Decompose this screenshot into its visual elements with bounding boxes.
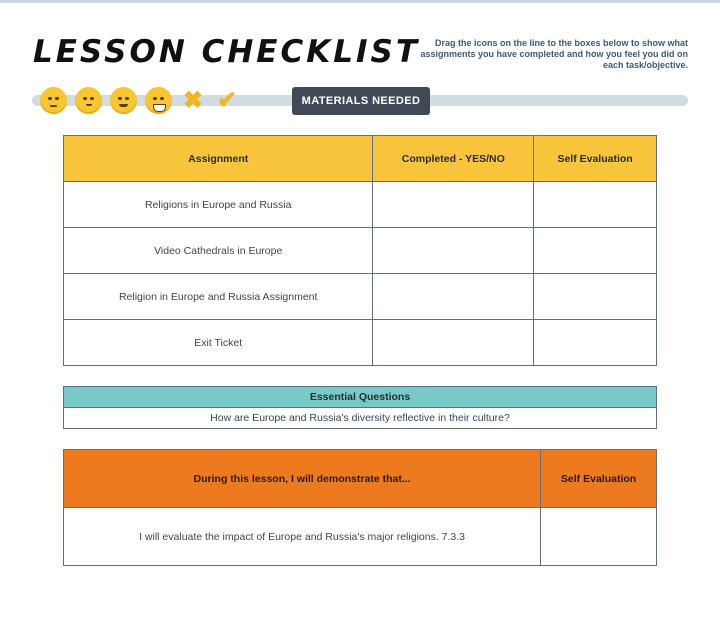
self-evaluation-cell[interactable]: [534, 274, 657, 320]
assignment-cell: Religions in Europe and Russia: [64, 182, 373, 228]
essential-questions-table: [63, 386, 657, 429]
table-row: [64, 320, 657, 366]
top-divider: [0, 0, 720, 3]
assignment-table: [63, 135, 657, 366]
assignment-header: Assignment: [64, 136, 373, 182]
self-evaluation-header: Self Evaluation: [534, 136, 657, 182]
demonstrate-self-evaluation-header: Self Evaluation: [541, 450, 657, 508]
smiley-smile-icon[interactable]: [110, 87, 137, 114]
completed-header: Completed - YES/NO: [373, 136, 534, 182]
assignment-cell: Exit Ticket: [64, 320, 373, 366]
table-header-row: [64, 136, 657, 182]
table-row: [64, 228, 657, 274]
page-title: LESSON CHECKLIST: [33, 34, 420, 70]
demonstrate-header: During this lesson, I will demonstrate that...: [64, 450, 541, 508]
completed-cell[interactable]: [373, 274, 534, 320]
table-row: [64, 182, 657, 228]
x-mark-icon[interactable]: ✖: [182, 86, 204, 114]
instructions-text: Drag the icons on the line to the boxes below to show what assignments you have completed and how you feel you did on each task/objective.: [420, 38, 688, 70]
self-evaluation-cell[interactable]: [534, 182, 657, 228]
smiley-sleepy-icon[interactable]: [40, 87, 67, 114]
objective-self-evaluation-cell[interactable]: [541, 508, 657, 566]
self-evaluation-cell[interactable]: [534, 228, 657, 274]
completed-cell[interactable]: [373, 320, 534, 366]
assignment-cell: Video Cathedrals in Europe: [64, 228, 373, 274]
smiley-neutral-icon[interactable]: [75, 87, 102, 114]
check-mark-icon[interactable]: ✔: [216, 86, 238, 114]
materials-needed-button[interactable]: MATERIALS NEEDED: [292, 87, 430, 115]
self-evaluation-cell[interactable]: [534, 320, 657, 366]
table-row: [64, 274, 657, 320]
essential-question-text: How are Europe and Russia's diversity reflective in their culture?: [64, 408, 657, 429]
assignment-cell: Religion in Europe and Russia Assignment: [64, 274, 373, 320]
essential-questions-header: Essential Questions: [64, 387, 657, 408]
completed-cell[interactable]: [373, 182, 534, 228]
demonstrate-table: [63, 449, 657, 566]
objective-text: I will evaluate the impact of Europe and Russia's major religions. 7.3.3: [64, 508, 541, 566]
draggable-icons: [40, 86, 240, 114]
smiley-grin-icon[interactable]: [145, 87, 172, 114]
completed-cell[interactable]: [373, 228, 534, 274]
